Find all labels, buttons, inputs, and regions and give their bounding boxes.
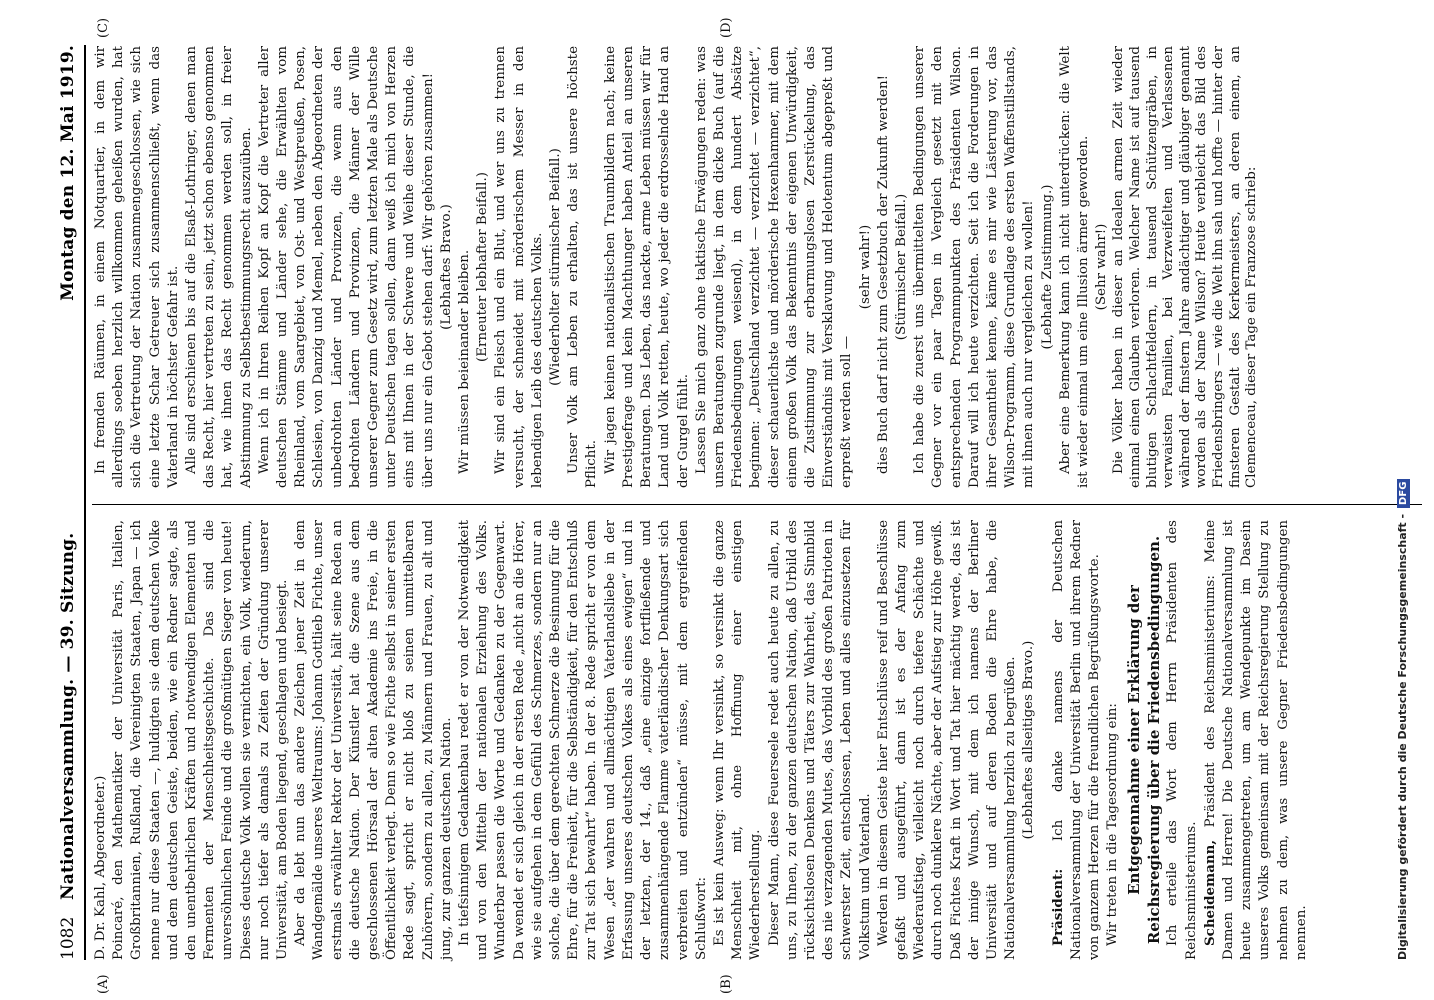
paragraph: Poincaré, den Mathematiker der Universität Paris, Italien, Großbritannien, Rußland, die Vereinigten Staaten, Japan — ich nenne nur diese Staaten —, huldigten sie dem deutschen Volke und dem deutschen Geiste, beiden, wie ein Redner sagte, als den unentbehrlichen Kräften und notwendigen Elementen und Fermenten der Menschheitsgeschichte. Das sind die unversöhnlichen Feinde und die großmütigen Sieger von heute! Dieses deutsche Volk wollen sie vernichten, ein Volk, wiederum, nur noch tiefer als damals zu Zeiten der Gründung unserer Universität, am Boden liegend, geschlagen und besiegt. <box>111 520 291 960</box>
paragraph: Aber eine Bemerkung kann ich nicht unterdrücken: die Welt ist wieder einmal um eine Illusion ärmer geworden. <box>1057 46 1091 488</box>
paragraph: Werden in diesem Geiste hier Entschlüsse reif und Beschlüsse gefaßt und ausgeführt, dann ist es der Anfang zum Wiederaufstieg, vielleicht noch durch tiefere Schächte und durch noch dunklere Nächte, aber der Aufstieg zur Höhe gewiß. Daß Fichtes Kraft in Wort und Tat hier mächtig werde, das ist der innige Wunsch, mit dem ich namens der Berliner Universität und auf deren Boden die Ehre habe, die Nationalversammlung herzlich zu begrüßen. <box>875 520 1019 960</box>
column-divider <box>92 504 1422 505</box>
paragraph: Wenn ich in Ihren Reihen Kopf an Kopf die Vertreter aller deutschen Stämme und Länder sehe, die Erwählten vom Rheinland, vom Saargebiet, von Ost- und Westpreußen, Posen, Schlesien, von Danzig und Memel, neben den Abgeordneten der unbedrohten Länder und Provinzen, die wenn aus den bedrohten Ländern und Provinzen, die Männer der Wille unserer Gegner zum Gesetz wird, zum letzten Male als Deutsche unter Deutschen tagen sollen, dann weiß ich mich von Herzen eins mit Ihnen in der Schwere und Weihe dieser Stunde, die über uns nur ein Gebot stehen darf: Wir gehören zusammen! <box>256 45 436 488</box>
margin-marker-a: (A) <box>96 974 111 994</box>
digitization-credit <box>1396 45 1416 960</box>
paragraph: Wir jagen keinen nationalistischen Traumbildern nach; keine Prestigefrage und kein Machthunger haben Anteil an unseren Beratungen. Das Leben, das nackte, arme Leben müssen wir für Land und Volk retten, heute, wo jeder die erdrosselnde Hand an der Gurgel fühlt. <box>602 46 691 488</box>
credit-text: Digitalisierung gefördert durch die Deutsche Forschungsgemeinschaft - <box>1396 513 1409 960</box>
margin-marker-c: (C) <box>96 17 111 38</box>
applause-note: (Stürmischer Beifall.) <box>893 193 909 341</box>
paragraph: dies Buch darf nicht zum Gesetzbuch der Zukunft werden! <box>875 75 891 474</box>
paragraph: Die Völker haben in dieser an Idealen armen Zeit wieder einmal einen Glauben verloren. Welcher Name ist auf tausend blutigen Schlachtfeldern, in tausend Schützengräben, in verwaisten Familien, bei Verzweifelten und Verlassenen während der finstern Jahre andächtiger und gläubiger genannt worden als der Name Wilson? Heute verbleicht das Bild des Friedensbringers — wie die Welt ihn sah und hoffte — hinter der finsteren Gestalt des Kerkermeisters, an deren einem, an Clemenceau, dieser Tage ein Franzose schrieb: <box>1111 46 1260 488</box>
paragraph: Unser Volk am Leben zu erhalten, das ist unsere höchste Pflicht. <box>566 46 600 488</box>
paragraph: In fremden Räumen, in einem Notquartier, in dem wir allerdings soeben herzlich willkommen geheißen wurden, hat sich die Vertretung der Nation zusammengeschlossen, wie sich eine letzte Schar Getreuer sich zusammenschließt, wenn das Vaterland in höchster Gefahr ist. <box>93 46 181 488</box>
dfg-logo: DFG <box>1397 479 1410 508</box>
right-column <box>92 46 1261 488</box>
applause-note: (Sehr wahr!) <box>1094 223 1110 311</box>
statement-text: Präsident des Reichsministeriums: Meine Damen und Herren! Die Deutsche Nationalversammlung ist heute zusammengetreten, um am Wendepunkte im Dasein unseres Volks gemeinsam mit der Reichsregierung Stellung zu nehmen zu dem, was unsere Gegner Friedensbedingungen nennen. <box>1202 520 1309 960</box>
agenda-line: Wir treten in die Tagesordnung ein: <box>1105 703 1121 946</box>
quotation: Es ist kein Ausweg: wenn Ihr versinkt, so versinkt die ganze Menschheit mit, ohne Hoffnung einer einstigen Wiederherstellung. <box>711 520 764 960</box>
speech-opening <box>1201 520 1311 960</box>
speaker-name: Präsident: <box>1049 868 1066 946</box>
header-rule <box>84 45 86 960</box>
statement-text: Ich danke namens der Deutschen Nationalversammlung der Universität Berlin und ihrem Redner von ganzem Herzen für die freundlichen Begrüßungsworte. <box>1050 520 1102 960</box>
speaker-attribution: D. Dr. Kahl, Abgeordneter.) <box>93 775 108 960</box>
applause-note: (Lebhaftes Bravo.) <box>438 204 454 330</box>
paragraph: Wir sind ein Fleisch und ein Blut, und wer uns zu trennen versucht, der schneidet mit mörderischem Messer in den lebendigen Leib des deutschen Volks. <box>493 46 545 488</box>
speaker-name: Scheidemann, <box>1201 839 1218 946</box>
applause-note: (Wiederholter stürmischer Beifall.) <box>548 148 564 386</box>
margin-marker-d: (D) <box>719 17 734 38</box>
paragraph: Ich erteile das Wort dem Herrn Präsidenten des Reichsministeriums. <box>1165 520 1199 960</box>
paragraph: Wir müssen beieinander bleiben. <box>457 249 473 474</box>
page-header <box>52 45 82 960</box>
applause-note: (Erneuter lebhafter Beifall.) <box>475 172 491 362</box>
paragraph: In tiefsinnigem Gedankenbau redet er von der Notwendigkeit und von den Mitteln der nationalen Erziehung des Volks. Wunderbar passen die Worte und Gedanken zu der Gegenwart. Da wendet er sich gleich in der ersten Rede „nicht an die Hörer, wie sie aufgehen in dem Gefühl des Schmerzes, sondern nur an solche, die über dem gerechten Schmerze die Besinnung für die Ehre, für die Freiheit, für die Selbständigkeit, für den Entschluß zur Tat sich bewahrt“ haben. In der 8. Rede spricht er von dem Wesen „der wahren und allmächtigen Vaterlandsliebe in der Erfassung unseres deutschen Volkes als eines ewigen“ und in der letzten, der 14., daß „eine einzige fortfließende und zusammenhängende Flamme vaterländischer Denkungsart sich verbreiten und entzünden“ müsse, mit dem ergreifenden Schlußwort: <box>457 520 709 960</box>
page-number: 1082 <box>58 916 78 960</box>
agenda-heading: Entgegennahme einer Erklärung der Reichsregierung über die Friedensbedingungen. <box>1125 535 1164 945</box>
paragraph: Dieser Mann, diese Feuerseele redet auch heute zu allen, zu uns, zu Ihnen, zu der ganzen deutschen Nation, daß Urbild des rücksichtslosen Denkens und Täters zur Wahrheit, das Sinnbild des nie verzagenden Mutes, das Vorbild des großen Patrioten in schwerster Zeit, entschlossen, Leben und alles einzusetzen für Volkstum und Vaterland. <box>766 520 873 960</box>
left-column <box>92 520 1311 960</box>
paragraph: Lassen Sie mich ganz ohne taktische Erwägungen reden: was unsern Beratungen zugrunde liegt, in dem dicke Buch (auf die Friedensbedingungen weisend), in dem hundert Absätze beginnen: „Deutschland verzichtet — verzichtet — verzichtet“, dieser schauerlichste und mörderische Hexenhammer, mit dem einem großen Volk das Bekenntnis der eigenen Unwürdigkeit, die Zustimmung zur erbarmungslosen Zerstückelung, das Einverständnis mit Versklavung und Helotentum abgepreßt und erpreßt werden soll — <box>693 46 855 488</box>
applause-note: (Lebhafte Zustimmung.) <box>1039 184 1055 350</box>
president-statement <box>1049 520 1105 960</box>
paragraph: Alle sind erschienen bis auf die Elsaß-Lothringer, denen man das Recht, hier vertreten zu sein, jetzt schon ebenso genommen hat, wie ihnen das Recht genommen werden soll, in freier Abstimmung zu Selbstbestimmungsrecht auszuüben. <box>184 46 254 488</box>
margin-marker-b: (B) <box>719 974 734 994</box>
paragraph: Ich habe die zuerst uns übermittelten Bedingungen unserer Gegner vor ein paar Tagen in Vergleich gesetzt mit den entsprechenden Programmpunkten des Präsidenten Wilson. Darauf will ich heute verzichten. Seit ich die Forderungen in ihrer Gesamtheit kenne, käme es mir wie Lästerung vor, das Wilson-Programm, diese Grundlage des ersten Waffenstillstands, mit ihnen auch nur vergleichen zu wollen! <box>912 46 1037 488</box>
applause-note: (sehr wahr!) <box>857 224 873 310</box>
running-title: Nationalversammlung. — 39. Sitzung. <box>58 532 78 900</box>
paragraph: Aber da lebt nun das andere Zeichen jener Zeit in dem Wandgemälde unseres Weltraums: Johann Gottlieb Fichte, unser erstmals erwählter Rektor der Universität, hält seine Reden an die deutsche Nation. Der Künstler hat die Szene aus dem geschlossenen Hörsaal der alten Akademie ins Freie, in die Öffentlichkeit verlegt. Denn so wie Fichte selbst in seiner ersten Rede sagt, spricht er nicht bloß zu seinen unmittelbaren Zuhörern, sondern zu allen, zu Männern und Frauen, zu alt und jung, zur ganzen deutschen Nation. <box>293 520 454 960</box>
running-date: Montag den 12. Mai 1919. <box>58 45 78 301</box>
applause-note: (Lebhaftes allseitiges Bravo.) <box>1021 640 1037 840</box>
